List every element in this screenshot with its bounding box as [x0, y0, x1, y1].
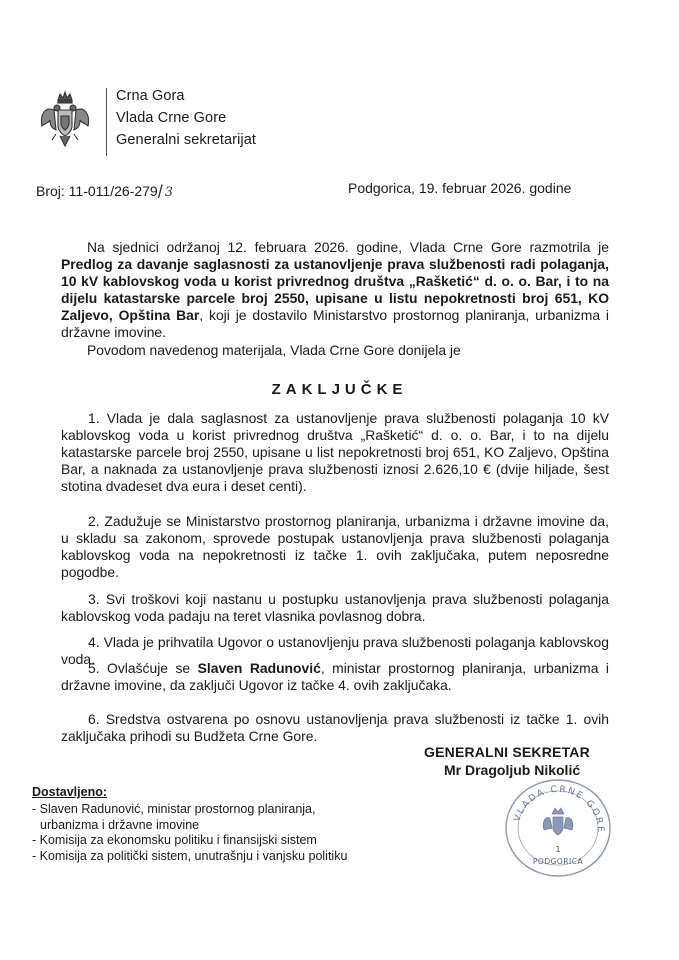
distribution-item: - Komisija za ekonomsku politiku i finansijski sistem [32, 833, 317, 847]
intro-paragraph [61, 239, 609, 340]
conclusion-3: 3. Svi troškovi koji nastanu u postupku ustanovljenja prava službenosti polaganja kablovskog voda padaju na teret vlasnika povlasnog dobra. [61, 591, 609, 624]
conclusion-5-minister: Slaven Radunović [197, 660, 321, 676]
svg-text:VLADA CRNE GORE: VLADA CRNE GORE [512, 784, 606, 835]
distribution-list [32, 802, 412, 864]
document-number-prefix: Broj: 11-011/26-279 [36, 183, 158, 199]
conclusion-1: 1. Vlada je dala saglasnost za ustanovljenje prava službenosti polaganja 10 kV kablovskog voda u korist privrednog društva „Rašketić“ d. o. o. Bar, i to na dijelu katastarske parcele broj 2550, upisane u list nepokretnosti broj 651, KO Zaljevo, Opština Bar, a naknada za ustanovljenje prava službenosti iznosi 2.626,10 € (dvije hiljade, šest stotina dvadeset dva eura i deset centi). [61, 410, 609, 494]
signature-name: Mr Dragoljub Nikolić [444, 762, 581, 778]
svg-text:PODGORICA: PODGORICA [532, 857, 584, 866]
distribution-item: - Slaven Radunović, ministar prostornog planiranja, [32, 802, 316, 816]
distribution-item: - Komisija za politički sistem, unutrašnju i vanjsku politiku [32, 848, 348, 863]
coat-of-arms-icon [36, 90, 94, 152]
intro-decision-line: Povodom navedenog materijala, Vlada Crne Gore donijela je [87, 342, 461, 358]
conclusion-5-end: , ministar prostornog planiranja, urbanizma i državne imovine, da zaključi Ugovor iz tačke 4. ovih zaključaka. [61, 660, 610, 693]
conclusions-heading: ZAKLJUČKE [271, 381, 408, 398]
intro-text-end: , koji je dostavilo Ministarstvo prostornog planiranja, urbanizma i državne imovine. [61, 306, 609, 340]
header-government: Vlada Crne Gore [116, 110, 227, 126]
conclusion-4: 4. Vlada je prihvatila Ugovor o ustanovljenju prava službenosti polaganja kablovskog voda. [61, 634, 609, 667]
intro-text-start: Na sjednici održanoj 12. februara 2026. godine, Vlada Crne Gore razmotrila je [87, 239, 609, 255]
document-number [36, 180, 173, 201]
header-secretariat: Generalni sekretarijat [116, 132, 257, 148]
conclusion-5 [61, 660, 609, 694]
official-seal-icon [500, 772, 616, 880]
distribution-title: Dostavljeno: [32, 785, 108, 799]
distribution-item: urbanizma i državne imovine [40, 817, 200, 832]
intro-proposal-title: Predlog za davanje saglasnosti za ustanovljenje prava službenosti radi polaganja, 10 kV kablovskog voda u korist privrednog društva „Rašketić“ d. o. o. Bar, i to na dijelu katastarske parcele broj 2550, upisane u listu nepokretnosti broj 651, KO Zaljevo, Opština Bar [61, 255, 609, 323]
document-number-slash: / [157, 182, 163, 202]
document-date: Podgorica, 19. februar 2026. godine [348, 180, 572, 196]
conclusion-2: 2. Zadužuje se Ministarstvo prostornog planiranja, urbanizma i državne imovine da, u skladu sa zakonom, sprovede postupak ustanovljenja prava službenosti polaganja kablovskog voda na nepokretnosti iz tačke 1. ovih zaključaka, putem neposredne pogodbe. [61, 513, 609, 580]
header-divider [106, 88, 107, 156]
signature-title: GENERALNI SEKRETAR [424, 744, 590, 760]
conclusion-6: 6. Sredstva ostvarena po osnovu ustanovljenja prava službenosti iz tačke 1. ovih zaključaka prihodi su Budžeta Crne Gore. [61, 711, 609, 744]
document-number-suffix: 3 [164, 185, 173, 200]
header-country: Crna Gora [116, 88, 185, 104]
svg-text:1: 1 [555, 845, 561, 854]
conclusion-5-start: 5. Ovlašćuje se [88, 660, 198, 676]
